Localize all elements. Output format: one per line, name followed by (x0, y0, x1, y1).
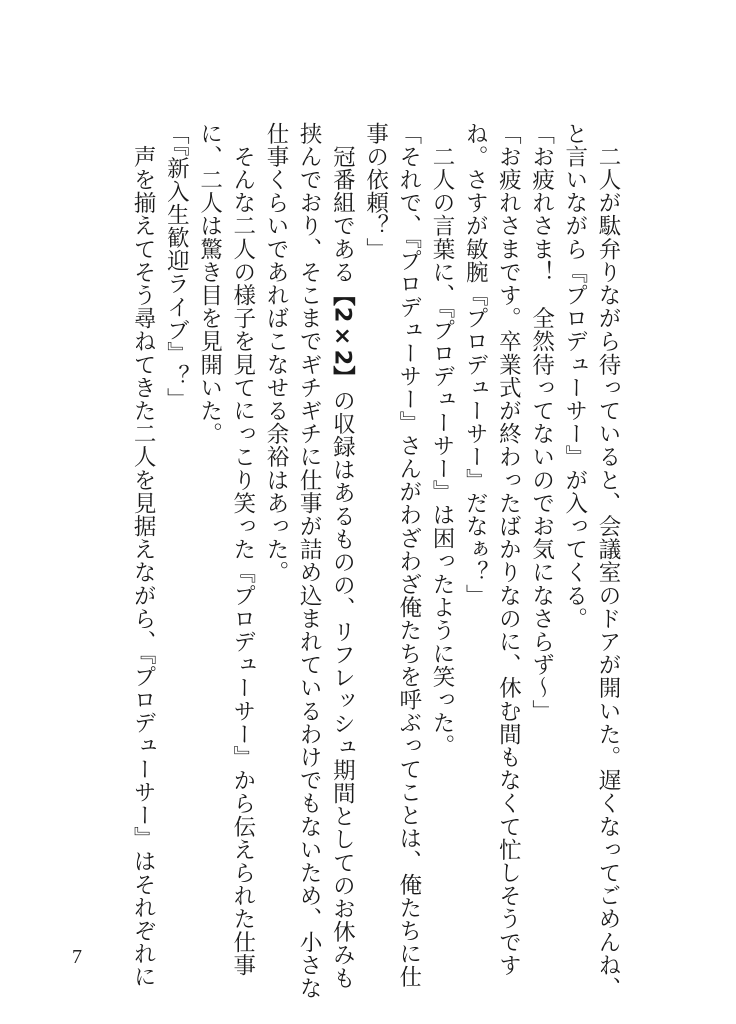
text-line: 事の依頼？」 (362, 122, 389, 261)
text-line: 仕事くらいであればこなせる余裕はあった。 (262, 122, 289, 584)
program-title: 【2×2】 (329, 283, 356, 390)
text-line: 声を揃えてそう尋ねてきた二人を見据えながら、『プロデューサー』はそれぞれに (130, 122, 157, 989)
text-line: 「お疲れさまです。卒業式が終わったばかりなのに、休む間もなくて忙しそうです (495, 122, 522, 977)
text-line: 「『新入生歓迎ライブ』？」 (163, 122, 190, 412)
text-line: そんな二人の様子を見てにっこり笑った『プロデューサー』から伝えられた仕事 (229, 122, 256, 977)
text-line: 二人の言葉に、『プロデューサー』は困ったように笑った。 (428, 122, 455, 758)
text-line: 「お疲れさま！ 全然待ってないのでお気になさらず～」 (528, 122, 555, 723)
text-line: 「それで、『プロデューサー』さんがわざわざ俺たちを呼ぶってことは、俺たちに仕 (395, 122, 422, 989)
text-line: ね。さすが敏腕『プロデューサー』だなぁ？」 (462, 122, 489, 608)
text-line: 挟んでおり、そこまでギチギチに仕事が詰め込まれているわけでもないため、小さな (296, 122, 323, 1000)
vertical-text-body (126, 122, 624, 1000)
page-number: 7 (72, 946, 82, 968)
text-fragment: 冠番組である (329, 122, 356, 284)
text-fragment: の収録はあるものの、リフレッシュ期間としてのお休みも (329, 389, 356, 990)
text-line: と言いながら『プロデューサー』が入ってくる。 (561, 122, 588, 631)
text-line-with-program-title (325, 122, 358, 990)
text-line: 二人が駄弁りながら待っていると、会議室のドアが開いた。遅くなってごめんね、 (595, 122, 621, 1000)
text-line: に、二人は驚き目を見開いた。 (196, 122, 223, 446)
